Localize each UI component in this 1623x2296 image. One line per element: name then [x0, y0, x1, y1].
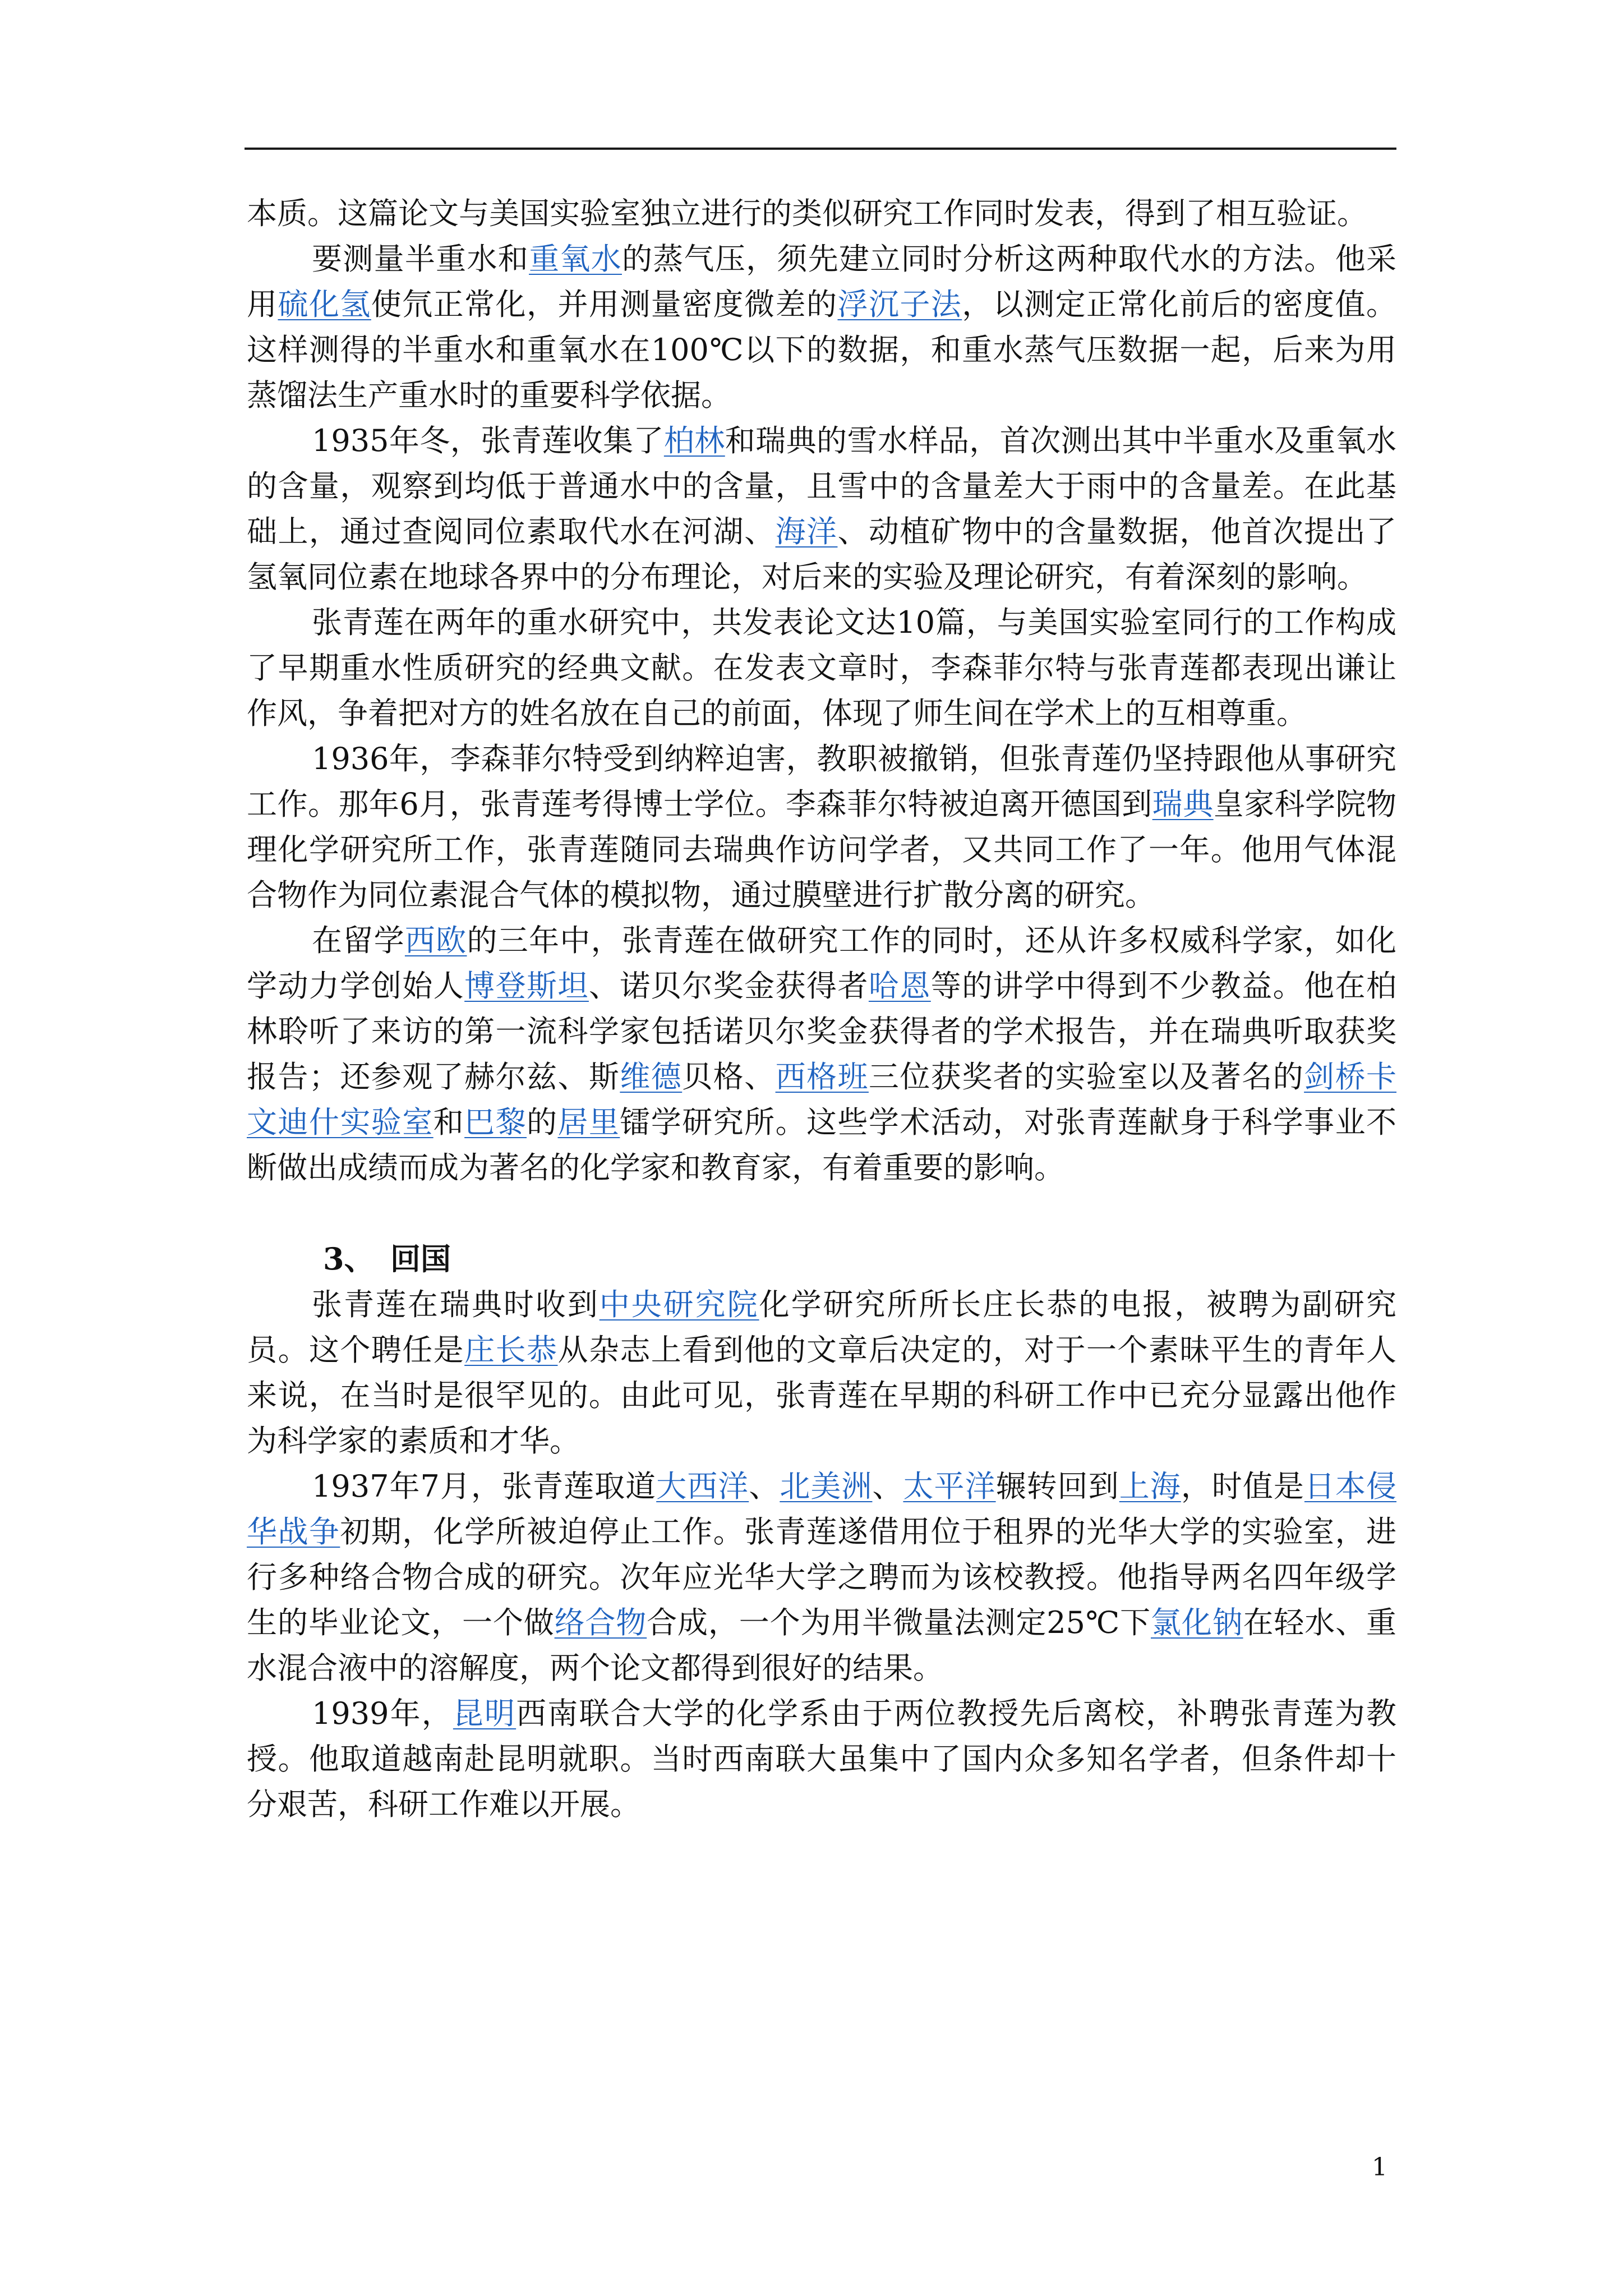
paragraph — [247, 918, 1396, 1190]
text-run: 贝格、 — [682, 1059, 776, 1094]
section-title: 回国 — [390, 1241, 451, 1277]
hyperlink[interactable]: 西格班 — [775, 1059, 869, 1094]
hyperlink[interactable]: 居里 — [557, 1105, 620, 1140]
text-run: 在留学 — [312, 923, 405, 958]
paragraph — [247, 1691, 1396, 1827]
paragraph — [247, 736, 1396, 918]
hyperlink[interactable]: 海洋 — [775, 514, 838, 549]
text-run: 本质。这篇论文与美国实验室独立进行的类似研究工作同时发表，得到了相互验证。 — [247, 196, 1367, 231]
text-run: 、 — [749, 1469, 780, 1504]
hyperlink[interactable]: 北美洲 — [780, 1469, 873, 1504]
text-run: 化学研究所所长庄长恭的电报，被聘为副研究员。这个聘任是 — [247, 1287, 1397, 1368]
section-number: 3、 — [323, 1241, 375, 1277]
text-run: 使氘正常化，并用测量密度微差的 — [371, 287, 838, 322]
text-run: 要测量半重水和 — [312, 241, 529, 277]
hyperlink[interactable]: 柏林 — [663, 423, 725, 458]
paragraph — [247, 191, 1396, 236]
paragraph — [247, 600, 1396, 736]
document-body — [247, 191, 1396, 1827]
text-run: 、诺贝尔奖金获得者 — [588, 968, 869, 1004]
paragraph — [247, 1464, 1396, 1691]
text-run: 在轻水、重水混合液中的溶解度，两个论文都得到很好的结果。 — [247, 1605, 1397, 1686]
section-heading — [247, 1236, 1396, 1282]
hyperlink[interactable]: 上海 — [1119, 1469, 1181, 1504]
hyperlink[interactable]: 庄长恭 — [464, 1332, 558, 1368]
text-run: 的蒸气压，须先建立同时分析这两种取代水的方法。他采用 — [247, 241, 1397, 322]
hyperlink[interactable]: 昆明 — [453, 1696, 517, 1731]
text-run: 1937年7月，张青莲取道 — [312, 1469, 657, 1504]
paragraph-group-intro — [247, 191, 1396, 1190]
text-run: 、动植矿物中的含量数据，他首次提出了氢氧同位素在地球各界中的分布理论，对后来的实验及理论研究，有着深刻的影响。 — [247, 514, 1397, 595]
hyperlink[interactable]: 维德 — [620, 1059, 683, 1094]
paragraph — [247, 418, 1396, 600]
text-run: 的 — [527, 1105, 558, 1140]
hyperlink[interactable]: 浮沉子法 — [837, 287, 962, 322]
text-run: 初期，化学所被迫停止工作。张青莲遂借用位于租界的光华大学的实验室，进行多种络合物合成的研究。次年应光华大学之聘而为该校教授。他指导两名四年级学生的毕业论文，一个做 — [247, 1514, 1397, 1640]
text-run: 等的讲学中得到不少教益。他在柏林聆听了来访的第一流科学家包括诺贝尔奖金获得者的学术报告，并在瑞典听取获奖报告；还参观了赫尔兹、斯 — [247, 968, 1397, 1094]
paragraph — [247, 1282, 1396, 1464]
text-run: 的三年中，张青莲在做研究工作的同时，还从许多权威科学家，如化学动力学创始人 — [247, 923, 1397, 1004]
hyperlink[interactable]: 络合物 — [554, 1605, 647, 1640]
paragraph-group-section — [247, 1282, 1396, 1827]
text-run: 镭学研究所。这些学术活动，对张青莲献身于科学事业不断做出成绩而成为著名的化学家和教育家，有着重要的影响。 — [247, 1105, 1397, 1185]
hyperlink[interactable]: 日本侵华战争 — [247, 1469, 1397, 1549]
text-run: 皇家科学院物理化学研究所工作，张青莲随同去瑞典作访问学者，又共同工作了一年。他用气体混合物作为同位素混合气体的模拟物，通过膜壁进行扩散分离的研究。 — [247, 786, 1397, 913]
hyperlink[interactable]: 重氧水 — [529, 241, 622, 277]
hyperlink[interactable]: 西欧 — [404, 923, 467, 958]
hyperlink[interactable]: 瑞典 — [1152, 786, 1214, 822]
hyperlink[interactable]: 博登斯坦 — [464, 968, 589, 1004]
text-run: 和 — [433, 1105, 465, 1140]
hyperlink[interactable]: 氯化钠 — [1151, 1605, 1243, 1640]
text-run: 从杂志上看到他的文章后决定的，对于一个素昧平生的青年人来说，在当时是很罕见的。由此可见，张青莲在早期的科研工作中已充分显露出他作为科学家的素质和才华。 — [247, 1332, 1397, 1458]
text-run: 张青莲在瑞典时收到 — [312, 1287, 600, 1322]
hyperlink[interactable]: 剑桥卡文迪什实验室 — [247, 1059, 1397, 1140]
text-run: 1935年冬，张青莲收集了 — [312, 423, 664, 458]
text-run: 、 — [872, 1469, 903, 1504]
hyperlink[interactable]: 硫化氢 — [278, 287, 371, 322]
text-run: 张青莲在两年的重水研究中，共发表论文达10篇，与美国实验室同行的工作构成了早期重水性质研究的经典文献。在发表文章时，李森菲尔特与张青莲都表现出谦让作风，争着把对方的姓名放在自己的前面，体现了师生间在学术上的互相尊重。 — [247, 605, 1396, 731]
hyperlink[interactable]: 中央研究院 — [599, 1287, 759, 1322]
text-run: 合成，一个为用半微量法测定25℃下 — [647, 1605, 1151, 1640]
header-rule — [245, 148, 1396, 150]
paragraph — [247, 236, 1396, 418]
text-run: ，以测定正常化前后的密度值。这样测得的半重水和重氧水在100℃以下的数据，和重水蒸气压数据一起，后来为用蒸馏法生产重水时的重要科学依据。 — [247, 287, 1397, 413]
hyperlink[interactable]: 巴黎 — [464, 1105, 527, 1140]
text-run: 三位获奖者的实验室以及著名的 — [868, 1059, 1304, 1094]
hyperlink[interactable]: 大西洋 — [656, 1469, 749, 1504]
page-number: 1 — [1372, 2153, 1387, 2182]
text-run: 和瑞典的雪水样品，首次测出其中半重水及重氧水的含量，观察到均低于普通水中的含量，且雪中的含量差大于雨中的含量差。在此基础上，通过查阅同位素取代水在河湖、 — [247, 423, 1396, 549]
hyperlink[interactable]: 哈恩 — [868, 968, 931, 1004]
hyperlink[interactable]: 太平洋 — [903, 1469, 996, 1504]
text-run: 西南联合大学的化学系由于两位教授先后离校，补聘张青莲为教授。他取道越南赴昆明就职。当时西南联大虽集中了国内众多知名学者，但条件却十分艰苦，科研工作难以开展。 — [247, 1696, 1397, 1822]
text-run: 辗转回到 — [995, 1469, 1119, 1504]
text-run: 1939年， — [312, 1696, 453, 1731]
text-run: ，时值是 — [1181, 1469, 1304, 1504]
text-run: 1936年，李森菲尔特受到纳粹迫害，教职被撤销，但张青莲仍坚持跟他从事研究工作。那年6月，张青莲考得博士学位。李森菲尔特被迫离开德国到 — [247, 741, 1396, 822]
